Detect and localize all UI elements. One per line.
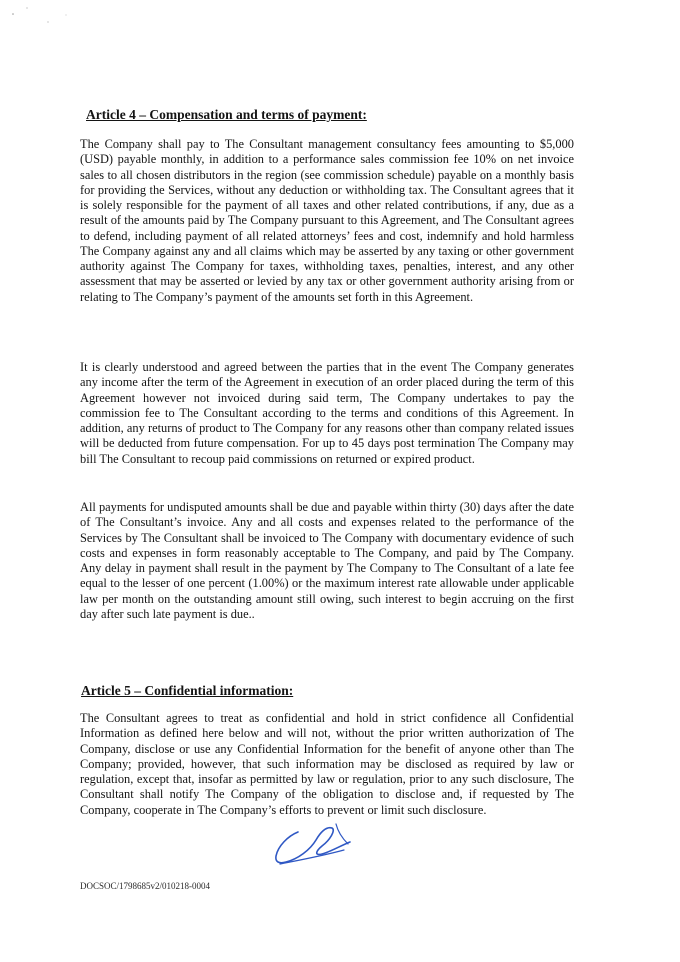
article-5-paragraph-1: The Consultant agrees to treat as confidential and hold in strict confidence all Confidential Information as defined here below and will not, without the prior written authorization of The Company, disclose or use any Confidential Information for the benefit of anyone other than The Company; provided, however, that such information may be disclosed as required by law or regulation, except that, insofar as permitted by law or regulation, prior to any such disclosure, The Consultant shall notify The Company of the obligation to disclose and, if requested by The Company, cooperate in The Company’s efforts to prevent or limit such disclosure. — [80, 711, 574, 817]
article-4-paragraph-3: All payments for undisputed amounts shall be due and payable within thirty (30) days after the date of The Consultant’s invoice. Any and all costs and expenses related to the performance of the Services by The Consultant shall be invoiced to The Company with documentary evidence of such costs and expenses in form reasonably acceptable to The Company, and paid by The Company. Any delay in payment shall result in the payment by The Company to The Consultant of a late fee equal to the lesser of one percent (1.00%) or the maximum interest rate allowable under applicable law per month on the outstanding amount still owing, such interest to begin accruing on the first day after such late payment is due.. — [80, 500, 574, 621]
handwritten-initials-signature — [270, 820, 360, 872]
document-id-footer: DOCSOC/1798685v2/010218-0004 — [80, 881, 211, 891]
article-4-paragraph-1: The Company shall pay to The Consultant management consultancy fees amounting to $5,000 (USD) payable monthly, in addition to a performance sales commission fee 10% on net invoice sales to all chosen distributors in the region (see commission schedule) payable on a monthly basis for providing the Services, without any deduction or withholding tax. The Consultant agrees that it is solely responsible for the payment of all taxes and other related contributions, if any, due as a result of the amounts paid by The Company pursuant to this Agreement, and The Consultant agrees to defend, including payment of all related attorneys’ fees and cost, indemnify and hold harmless The Company against any and all claims which may be asserted by any taxing or other government authority against The Company for taxes, withholding taxes, penalties, interest, and any other assessment that may be asserted or levied by any tax or other government authority arising from or relating to The Company’s payment of the amounts set forth in this Agreement. — [80, 137, 574, 304]
article-4-heading: Article 4 – Compensation and terms of payment: — [86, 107, 367, 122]
article-5-heading: Article 5 – Confidential information: — [81, 683, 294, 698]
article-4-paragraph-2: It is clearly understood and agreed between the parties that in the event The Company generates any income after the term of the Agreement in execution of an order placed during the term of this Agreement however not invoiced during said term, The Company undertakes to pay the commission fee to The Consultant according to the terms and conditions of this Agreement. In addition, any returns of product to The Company for any reasons other than company related issues will be deducted from future compensation. For up to 45 days post termination The Company may bill The Consultant to recoup paid commissions on returned or expired product. — [80, 360, 574, 466]
scan-specks — [0, 0, 80, 30]
